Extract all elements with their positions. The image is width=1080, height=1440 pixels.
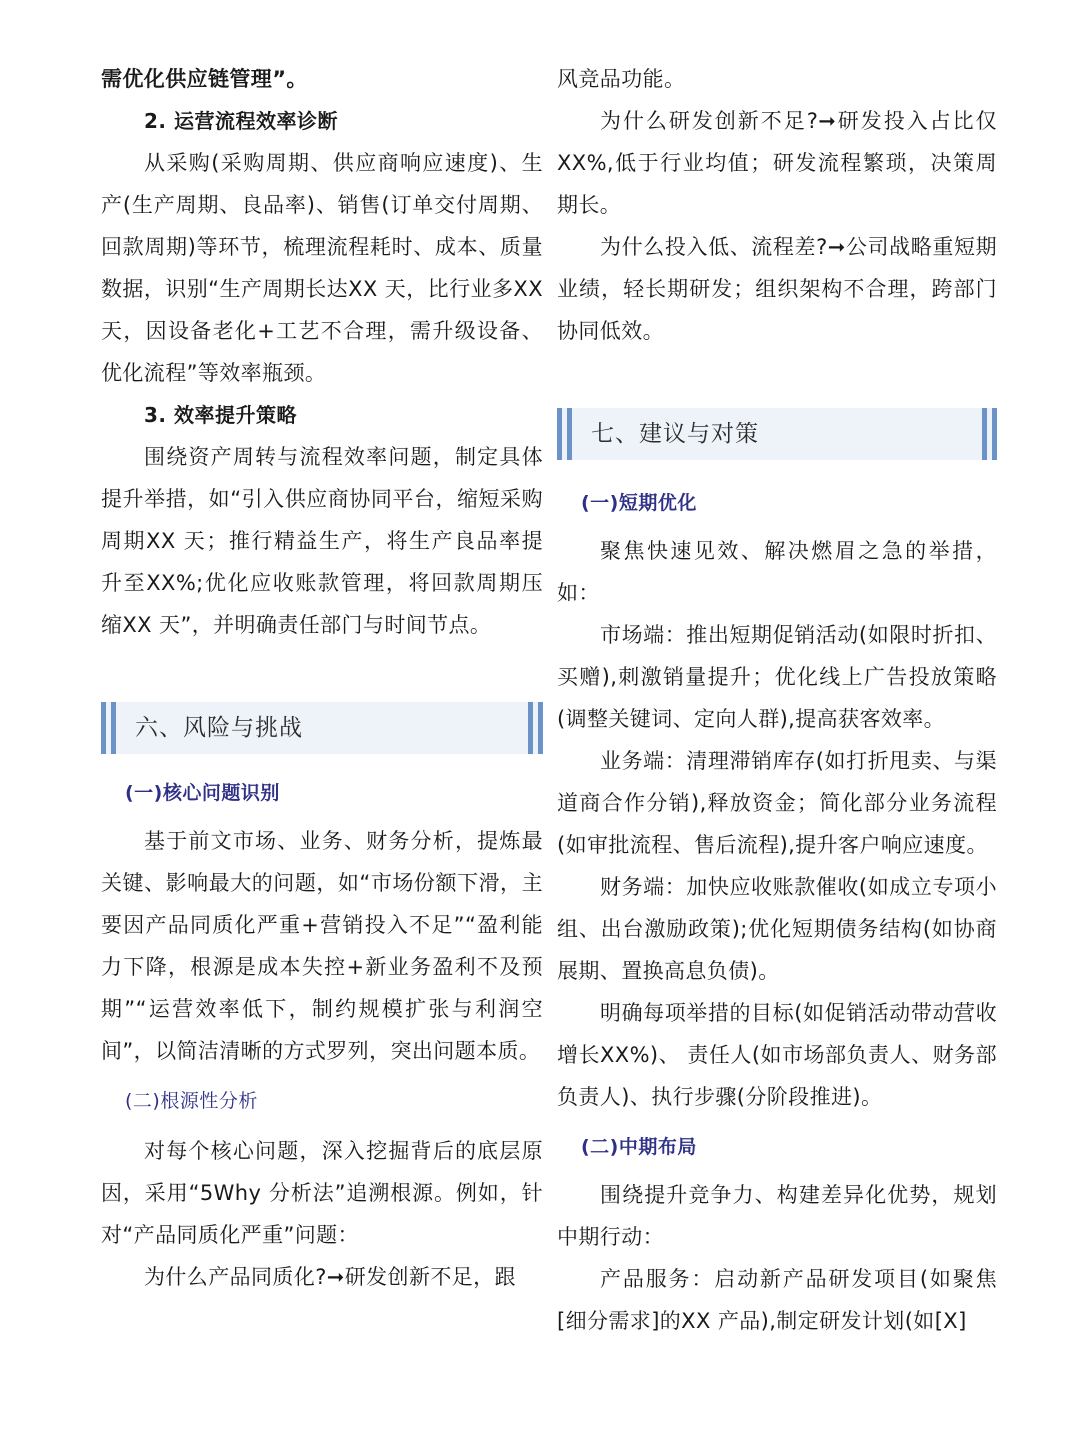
subheading-short-term: (一)短期优化: [581, 492, 697, 514]
why-2: 为什么研发创新不足?➞研发投入占比仅 XX%,低于行业均值；研发流程繁琐，决策周期长。: [557, 109, 997, 217]
heading-bar-left-inner: [567, 408, 572, 460]
mid-term-intro: 围绕提升竞争力、构建差异化优势，规划中期行动：: [557, 1183, 997, 1249]
why-1-start: 为什么产品同质化?➞研发创新不足，跟: [144, 1265, 516, 1289]
heading-bar-right-outer: [538, 702, 543, 754]
heading-bar-left-outer: [101, 702, 106, 754]
section-7-heading: [557, 408, 997, 460]
spacer: [101, 1072, 543, 1080]
root-cause-body: 对每个核心问题，深入挖掘背后的底层原因，采用“5Why 分析法”追溯根源。例如，针对“产品同质化严重”问题：: [101, 1139, 543, 1247]
heading-bar-left-inner: [111, 702, 116, 754]
continued-text: 需优化供应链管理”。: [101, 67, 308, 91]
spacer: [557, 460, 997, 482]
left-column: [101, 58, 543, 1298]
spacer: [101, 754, 543, 772]
item-2-body: 从采购(采购周期、供应商响应速度)、生产(生产周期、良品率)、销售(订单交付周期、回款周期)等环节，梳理流程耗时、成本、质量数据，识别“生产周期长达XX 天，比行业多XX 天，因设备老化+工艺不合理，需升级设备、优化流程”等效率瓶颈。: [101, 151, 543, 385]
subheading-mid-term: (二)中期布局: [581, 1136, 697, 1158]
spacer: [557, 352, 997, 408]
core-issues-body: 基于前文市场、业务、财务分析，提炼最关键、影响最大的问题，如“市场份额下滑，主要因产品同质化严重+营销投入不足”“盈利能力下降，根源是成本失控+新业务盈利不及预期”“运营效率低下，制约规模扩张与利润空间”，以简洁清晰的方式罗列，突出问题本质。: [101, 829, 543, 1063]
measure-targets: 明确每项举措的目标(如促销活动带动营收增长XX%)、 责任人(如市场部负责人、财务部负责人)、执行步骤(分阶段推进)。: [557, 1001, 997, 1109]
heading-bar-right-inner: [982, 408, 987, 460]
spacer: [101, 1122, 543, 1130]
spacer: [557, 1118, 997, 1126]
right-column: [557, 58, 997, 1342]
why-3: 为什么投入低、流程差?➞公司战略重短期业绩，轻长期研发；组织架构不合理，跨部门协同低效。: [557, 235, 997, 343]
why-1-end: 风竞品功能。: [557, 67, 686, 91]
heading-bar-right-inner: [528, 702, 533, 754]
subheading-core-issues: (一)核心问题识别: [125, 782, 280, 804]
section-6-title: 六、风险与挑战: [135, 715, 303, 741]
item-3-body: 围绕资产周转与流程效率问题，制定具体提升举措，如“引入供应商协同平台，缩短采购周期XX 天；推行精益生产，将生产良品率提升至XX%;优化应收账款管理，将回款周期压缩XX 天”，并明确责任部门与时间节点。: [101, 445, 543, 637]
section-7-title: 七、建议与对策: [591, 421, 759, 447]
short-term-intro: 聚焦快速见效、解决燃眉之急的举措，如：: [557, 539, 997, 605]
heading-bar-right-outer: [992, 408, 997, 460]
finance-measures: 财务端：加快应收账款催收(如成立专项小组、出台激励政策);优化短期债务结构(如协商展期、置换高息负债)。: [557, 875, 997, 983]
subheading-root-cause: (二)根源性分析: [125, 1090, 258, 1112]
item-2-title: 2. 运营流程效率诊断: [144, 109, 338, 133]
business-measures: 业务端：清理滞销库存(如打折甩卖、与渠道商合作分销),释放资金；简化部分业务流程(如审批流程、售后流程),提升客户响应速度。: [557, 749, 997, 857]
product-service-plan: 产品服务：启动新产品研发项目(如聚焦[细分需求]的XX 产品),制定研发计划(如[X]: [557, 1267, 997, 1333]
spacer: [101, 646, 543, 702]
item-3-title: 3. 效率提升策略: [144, 403, 297, 427]
section-6-heading: [101, 702, 543, 754]
market-measures: 市场端：推出短期促销活动(如限时折扣、买赠),刺激销量提升；优化线上广告投放策略(调整关键词、定向人群),提高获客效率。: [557, 623, 997, 731]
heading-bar-left-outer: [557, 408, 562, 460]
